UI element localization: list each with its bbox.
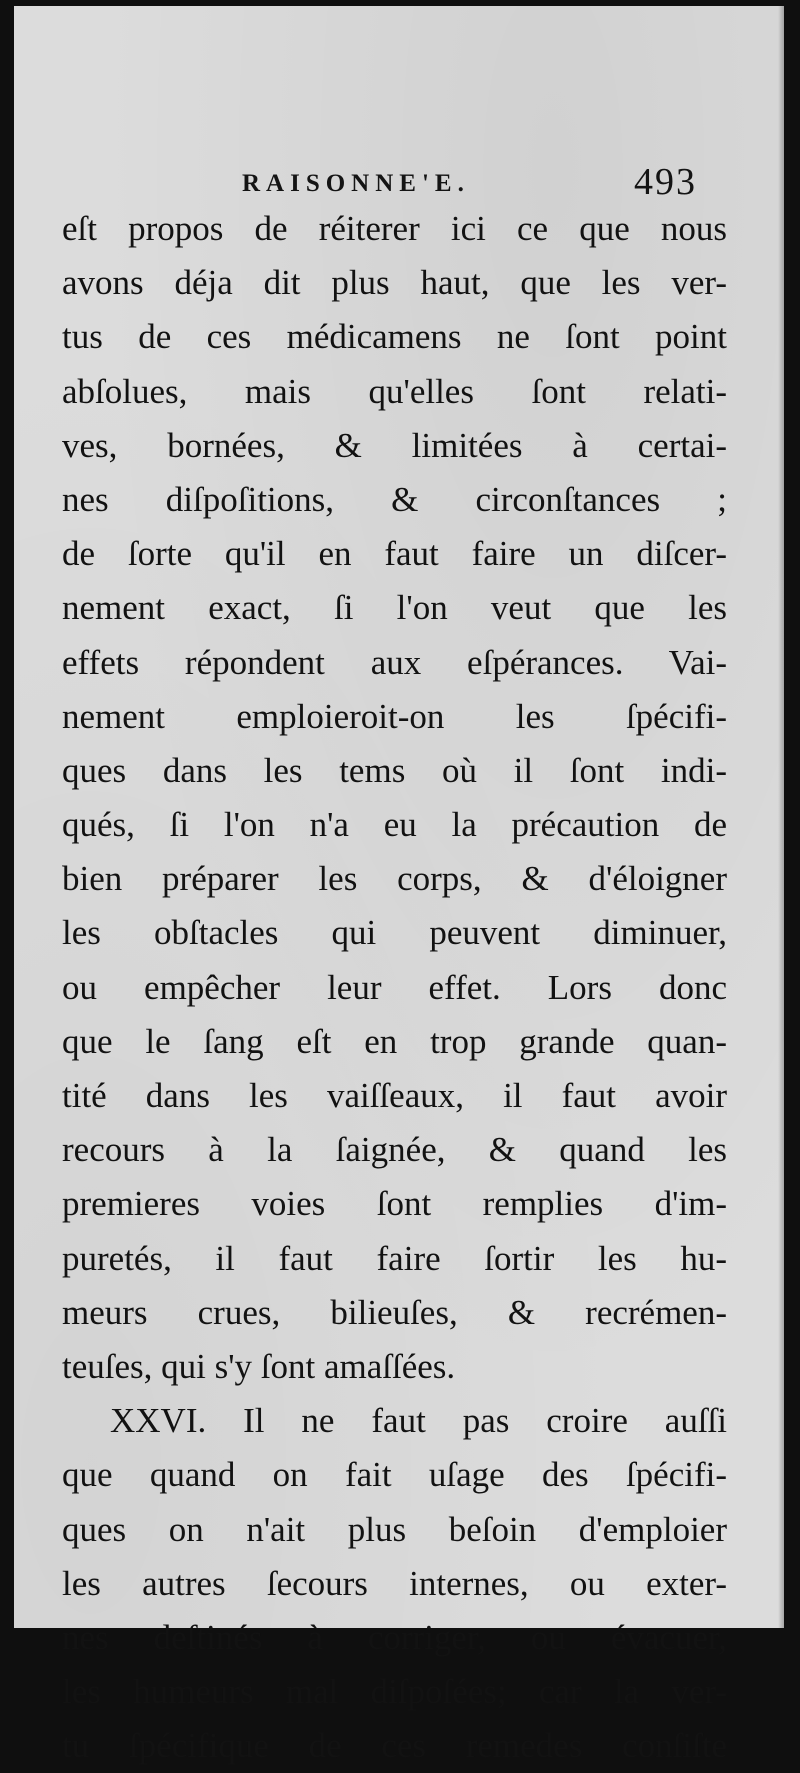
text-line: meurs crues, bilieuſes, & recrémen- (62, 1292, 727, 1332)
page-edge-shadow (778, 6, 784, 1628)
text-line: ques dans les tems où il ſont indi- (62, 750, 727, 790)
text-line: nes diſpoſitions, & circonſtances ; (62, 479, 727, 519)
text-line: recours à la ſaignée, & quand les (62, 1130, 727, 1170)
text-line: nes deſtinés à corriger, ou évacuer, (62, 1617, 727, 1657)
text-line: de ſorte qu'il en faut faire un diſcer- (62, 534, 727, 574)
text-line: que quand on fait uſage des ſpécifi- (62, 1455, 727, 1495)
text-line: que le ſang eſt en trop grande quan- (62, 1021, 727, 1061)
text-line: bien préparer les corps, & d'éloigner (62, 859, 727, 899)
text-line: nement exact, ſi l'on veut que les (62, 588, 727, 628)
text-line: eſt propos de réiterer ici ce que nous (62, 209, 727, 248)
text-line: ques on n'ait plus beſoin d'emploier (62, 1509, 727, 1549)
running-head: RAISONNE'E. (242, 170, 470, 197)
text-line: qués, ſi l'on n'a eu la précaution de (62, 805, 727, 845)
text-line: premieres voies ſont remplies d'im- (62, 1184, 727, 1224)
text-line: les autres ſecours internes, ou exter- (62, 1563, 727, 1603)
text-line: tité dans les vaiſſeaux, il faut avoir (62, 1076, 727, 1115)
text-line: nement emploieroit-on les ſpécifi- (62, 696, 727, 736)
text-line: puretés, il faut faire ſortir les hu- (62, 1238, 727, 1278)
text-line: tus de ces médicamens ne ſont point (62, 317, 727, 357)
page-header (14, 161, 784, 206)
text-line: ves, bornées, & limitées à certai- (62, 425, 727, 465)
text-line: effets répondent aux eſpérances. Vai- (62, 642, 727, 682)
book-page (14, 6, 784, 1766)
text-line: tu ſpécifique de ces remedes conſiſte (62, 1726, 727, 1766)
section-start-line: XXVI. Il ne faut pas croire auſſi (110, 1401, 727, 1441)
page-number: 493 (634, 161, 697, 203)
text-line: les obſtacles qui peuvent diminuer, (62, 913, 727, 953)
text-line: avons déja dit plus haut, que les ver- (62, 263, 727, 303)
paragraph-end-line: teuſes, qui s'y ſont amaſſées. (62, 1346, 456, 1386)
text-line: les humeurs mal diſpoſées; car la ver- (62, 1672, 727, 1712)
text-line: ou empêcher leur effet. Lors donc (62, 967, 727, 1007)
text-line: abſolues, mais qu'elles ſont relati- (62, 371, 727, 411)
body-text (62, 202, 727, 1773)
